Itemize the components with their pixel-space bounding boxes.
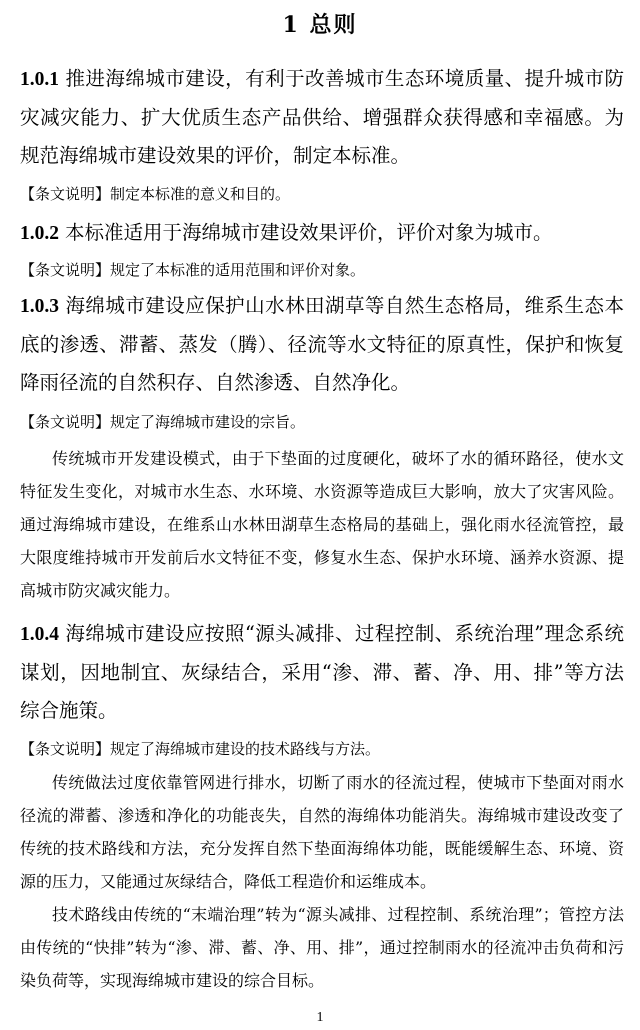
clause-1-0-2 (20, 214, 624, 253)
clause-1-0-4 (20, 615, 624, 730)
clause-number: 1.0.4 (20, 624, 59, 645)
clause-note: 【条文说明】规定了本标准的适用范围和评价对象。 (20, 261, 366, 279)
clause-note: 【条文说明】规定了海绵城市建设的技术路线与方法。 (20, 740, 381, 758)
clause-number: 1.0.1 (20, 69, 59, 90)
clause-1-0-3 (20, 287, 624, 402)
clause-text: 推进海绵城市建设，有利于改善城市生态环境质量、提升城市防灾减灾能力、扩大优质生态产品供给、增强群众获得感和幸福感。为规范海绵城市建设效果的评价，制定本标准。 (20, 67, 624, 167)
clause-text: 海绵城市建设应保护山水林田湖草等自然生态格局，维系生态本底的渗透、滞蓄、蒸发（腾）、径流等水文特征的原真性，保护和恢复降雨径流的自然积存、自然渗透、自然净化。 (20, 294, 624, 394)
clause-number: 1.0.2 (20, 223, 59, 244)
clause-number: 1.0.3 (20, 296, 59, 317)
clause-1-0-1 (20, 60, 624, 175)
page-title: 1 总则 (282, 12, 358, 38)
clause-text: 海绵城市建设应按照“源头减排、过程控制、系统治理”理念系统谋划，因地制宜、灰绿结合，采用“渗、滞、蓄、净、用、排”等方法综合施策。 (20, 622, 624, 722)
clause-note: 【条文说明】制定本标准的意义和目的。 (20, 185, 291, 203)
explanation-paragraph: 技术路线由传统的“末端治理”转为“源头减排、过程控制、系统治理”；管控方法由传统的“快排”转为“渗、滞、蓄、净、用、排”，通过控制雨水的径流冲击负荷和污染负荷等，实现海绵城市建设的综合目标。 (20, 905, 624, 990)
clause-text: 本标准适用于海绵城市建设效果评价，评价对象为城市。 (65, 221, 553, 244)
clause-note: 【条文说明】规定了海绵城市建设的宗旨。 (20, 413, 306, 431)
explanation-paragraph: 传统做法过度依靠管网进行排水，切断了雨水的径流过程，使城市下垫面对雨水径流的滞蓄、渗透和净化的功能丧失，自然的海绵体功能消失。海绵城市建设改变了传统的技术路线和方法，充分发挥自然下垫面海绵体功能，既能缓解生态、环境、资源的压力，又能通过灰绿结合，降低工程造价和运维成本。 (20, 773, 624, 891)
explanation-paragraph: 传统城市开发建设模式，由于下垫面的过度硬化，破坏了水的循环路径，使水文特征发生变化，对城市水生态、水环境、水资源等造成巨大影响，放大了灾害风险。通过海绵城市建设，在维系山水林田湖草生态格局的基础上，强化雨水径流管控，最大限度维持城市开发前后水文特征不变，修复水生态、保护水环境、涵养水资源、提高城市防灾减灾能力。 (20, 449, 624, 600)
page-number: 1 (316, 1010, 324, 1025)
